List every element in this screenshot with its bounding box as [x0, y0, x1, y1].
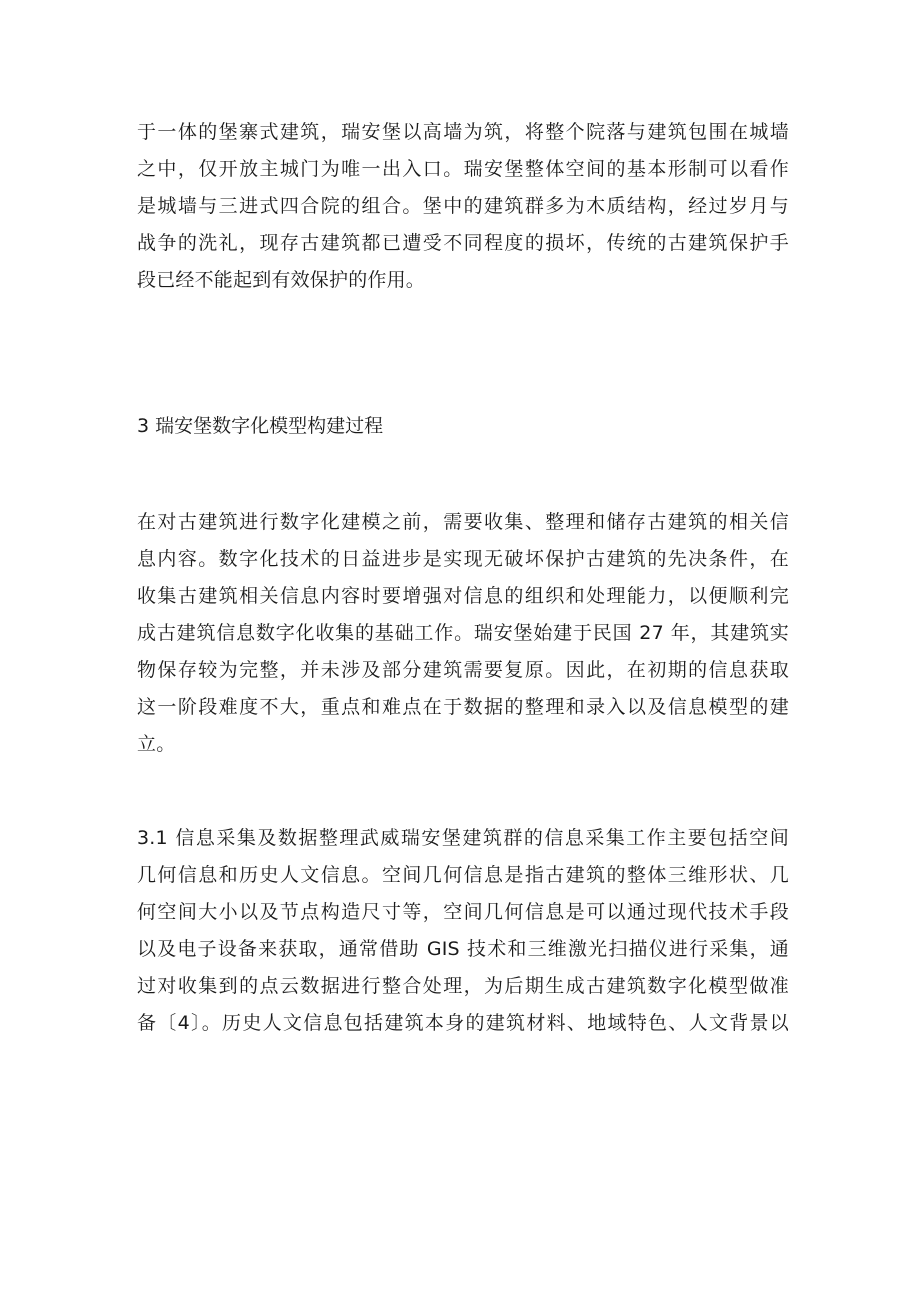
text-line: 段已经不能起到有效保护的作用。 [137, 269, 426, 291]
text-line: 息内容。数字化技术的日益进步是实现无破坏保护古建筑的先决条件，在 [137, 548, 789, 570]
text-line: 之中，仅开放主城门为唯一出入口。瑞安堡整体空间的基本形制可以看作 [137, 158, 789, 180]
paragraph-information-collection [137, 820, 789, 1042]
text-line: 几何信息和历史人文信息。空间几何信息是指古建筑的整体三维形状、几 [137, 864, 789, 886]
text-line: 过对收集到的点云数据进行整合处理，为后期生成古建筑数字化模型做准 [137, 975, 789, 997]
text-line: 以及电子设备来获取，通常借助 GIS 技术和三维激光扫描仪进行采集，通 [137, 938, 789, 960]
paragraph-ruian-fort-structure [137, 114, 789, 299]
paragraph-digital-modeling-intro [137, 504, 789, 763]
text-line: 备〔4〕。历史人文信息包括建筑本身的建筑材料、地域特色、人文背景以 [137, 1012, 789, 1034]
text-line: 成古建筑信息数字化收集的基础工作。瑞安堡始建于民国 27 年，其建筑实 [137, 622, 789, 644]
text-line: 这一阶段难度不大，重点和难点在于数据的整理和录入以及信息模型的建 [137, 696, 789, 718]
text-line: 物保存较为完整，并未涉及部分建筑需要复原。因此，在初期的信息获取 [137, 659, 789, 681]
text-line: 在对古建筑进行数字化建模之前，需要收集、整理和储存古建筑的相关信 [137, 511, 789, 533]
text-line: 战争的洗礼，现存古建筑都已遭受不同程度的损坏，传统的古建筑保护手 [137, 232, 789, 254]
section-heading: 3 瑞安堡数字化模型构建过程 [137, 415, 384, 437]
text-line: 立。 [137, 733, 176, 755]
text-line: 于一体的堡寨式建筑，瑞安堡以高墙为筑，将整个院落与建筑包围在城墙 [137, 121, 789, 143]
text-line: 收集古建筑相关信息内容时要增强对信息的组织和处理能力，以便顺利完 [137, 585, 789, 607]
text-line: 何空间大小以及节点构造尺寸等，空间几何信息是可以通过现代技术手段 [137, 901, 789, 923]
text-line: 3.1 信息采集及数据整理武威瑞安堡建筑群的信息采集工作主要包括空间 [137, 827, 789, 849]
text-line: 是城墙与三进式四合院的组合。堡中的建筑群多为木质结构，经过岁月与 [137, 195, 789, 217]
